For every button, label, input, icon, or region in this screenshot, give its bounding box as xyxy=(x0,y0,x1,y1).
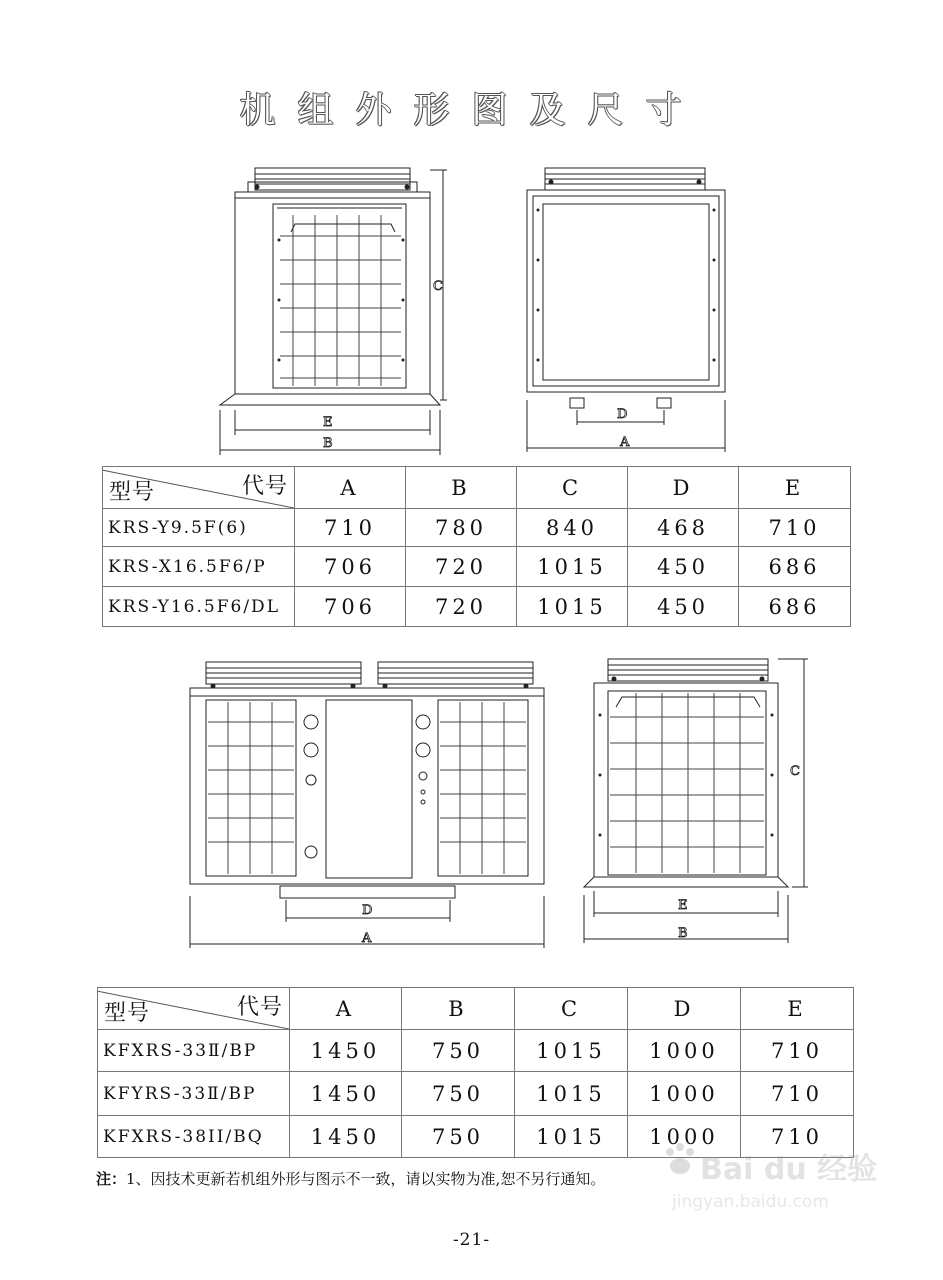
value-cell: 720 xyxy=(406,587,517,627)
value-cell: 1015 xyxy=(515,1072,628,1116)
unit-side-view-small xyxy=(515,160,740,460)
value-cell: 1015 xyxy=(515,1116,628,1158)
col-header-e: E xyxy=(741,988,854,1030)
table-row xyxy=(103,547,851,587)
table-row xyxy=(103,509,851,547)
watermark-url: jingyan.baidu.com xyxy=(672,1192,829,1212)
value-cell: 1015 xyxy=(517,587,628,627)
unit-front-view-small xyxy=(215,160,450,460)
footnote-text: 1、因技术更新若机组外形与图示不一致，请以实物为准,恕不另行通知。 xyxy=(126,1170,606,1188)
table2-corner-header xyxy=(98,988,290,1030)
value-cell: 706 xyxy=(295,547,406,587)
watermark-brand: Bai du 经验 xyxy=(700,1152,878,1187)
header-code-label: 代号 xyxy=(241,474,288,499)
value-cell: 706 xyxy=(295,587,406,627)
col-header-d: D xyxy=(628,467,739,509)
col-header-d: D xyxy=(628,988,741,1030)
value-cell: 710 xyxy=(295,509,406,547)
header-model-label: 型号 xyxy=(109,480,156,505)
value-cell: 750 xyxy=(402,1030,515,1072)
value-cell: 710 xyxy=(741,1030,854,1072)
dim-d-label: D xyxy=(362,903,373,918)
value-cell: 750 xyxy=(402,1072,515,1116)
model-cell: KFXRS-33Ⅱ/BP xyxy=(98,1030,290,1072)
watermark xyxy=(660,1130,900,1220)
col-header-b: B xyxy=(406,467,517,509)
value-cell: 710 xyxy=(741,1072,854,1116)
footnote-prefix: 注： xyxy=(96,1170,127,1188)
unit-front-view-large xyxy=(188,660,553,950)
table1-corner-header xyxy=(103,467,295,509)
value-cell: 710 xyxy=(741,1116,854,1158)
value-cell: 750 xyxy=(402,1116,515,1158)
value-cell: 840 xyxy=(517,509,628,547)
model-cell: KFYRS-33Ⅱ/BP xyxy=(98,1072,290,1116)
dim-c-label: C xyxy=(433,279,443,294)
unit-side-view-large xyxy=(578,655,813,945)
value-cell: 686 xyxy=(739,547,851,587)
value-cell: 1000 xyxy=(628,1072,741,1116)
dim-c-label: C xyxy=(790,764,800,779)
page-title: 机组外形图及尺寸 xyxy=(239,90,704,131)
table-row xyxy=(98,1072,854,1116)
dim-e-label: E xyxy=(678,898,688,913)
col-header-c: C xyxy=(517,467,628,509)
value-cell: 780 xyxy=(406,509,517,547)
paw-icon xyxy=(660,1140,700,1180)
dim-b-label: B xyxy=(323,436,333,451)
col-header-c: C xyxy=(515,988,628,1030)
value-cell: 1450 xyxy=(290,1030,402,1072)
value-cell: 1015 xyxy=(517,547,628,587)
header-code-label: 代号 xyxy=(236,995,283,1020)
value-cell: 1450 xyxy=(290,1116,402,1158)
col-header-b: B xyxy=(402,988,515,1030)
model-cell: KRS-Y16.5F6/DL xyxy=(103,587,295,627)
value-cell: 450 xyxy=(628,587,739,627)
model-cell: KFXRS-38II/BQ xyxy=(98,1116,290,1158)
model-cell: KRS-X16.5F6/P xyxy=(103,547,295,587)
value-cell: 710 xyxy=(739,509,851,547)
dim-a-label: A xyxy=(620,435,630,450)
header-model-label: 型号 xyxy=(104,1001,151,1026)
value-cell: 1450 xyxy=(290,1072,402,1116)
value-cell: 1015 xyxy=(515,1030,628,1072)
spec-table-1 xyxy=(102,466,851,627)
value-cell: 468 xyxy=(628,509,739,547)
model-cell: KRS-Y9.5F(6) xyxy=(103,509,295,547)
value-cell: 450 xyxy=(628,547,739,587)
table-row xyxy=(103,587,851,627)
value-cell: 720 xyxy=(406,547,517,587)
col-header-a: A xyxy=(295,467,406,509)
footnote xyxy=(96,1168,605,1189)
dim-b-label: B xyxy=(678,926,688,941)
dim-e-label: E xyxy=(323,415,333,430)
dim-a-label: A xyxy=(362,931,372,946)
col-header-e: E xyxy=(739,467,851,509)
value-cell: 1000 xyxy=(628,1116,741,1158)
value-cell: 1000 xyxy=(628,1030,741,1072)
col-header-a: A xyxy=(290,988,402,1030)
dim-d-label: D xyxy=(617,407,628,422)
table-row xyxy=(98,1030,854,1072)
page-number: -21- xyxy=(452,1230,491,1250)
value-cell: 686 xyxy=(739,587,851,627)
